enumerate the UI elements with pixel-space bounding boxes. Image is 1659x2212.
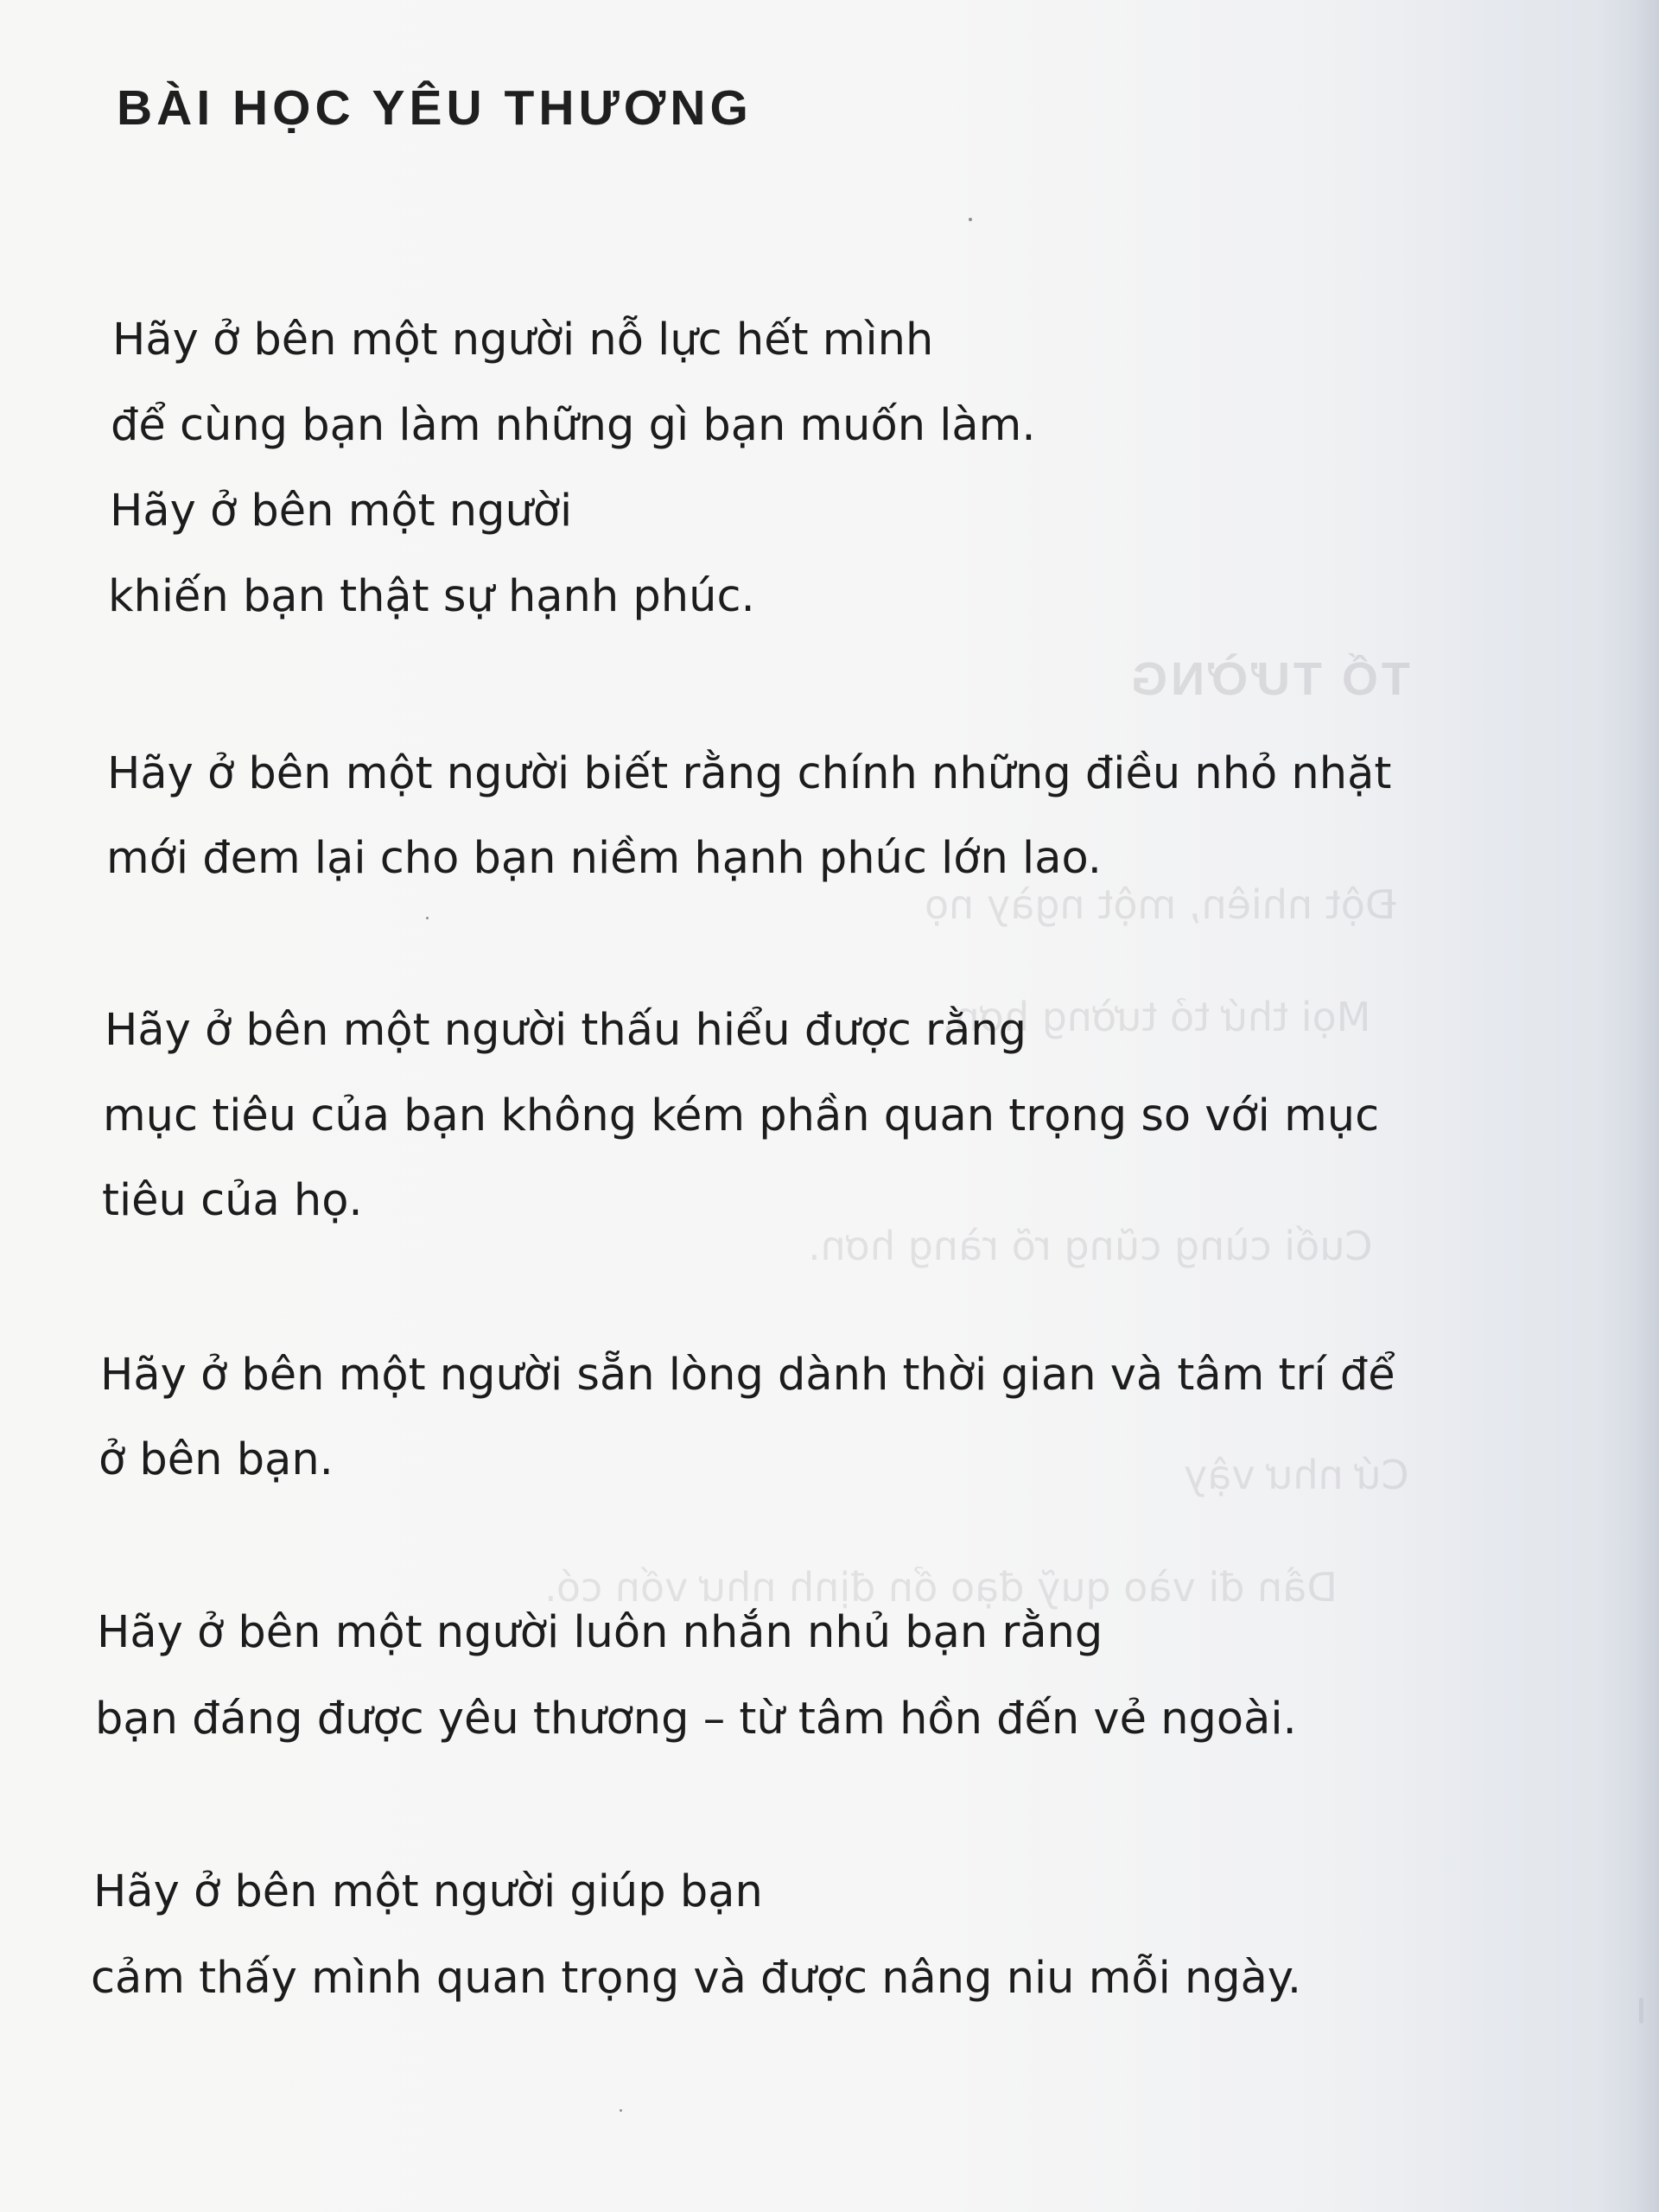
- poem-line: cảm thấy mình quan trọng và được nâng niu mỗi ngày.: [91, 1953, 1302, 2004]
- paper-speck: [969, 218, 972, 221]
- bleed-through-line: Cứ như vậy: [1184, 1452, 1409, 1498]
- poem-line: mục tiêu của bạn không kém phần quan trọng so với mục: [103, 1090, 1380, 1141]
- page-edge-shadow: [1599, 0, 1659, 2212]
- page-title: BÀI HỌC YÊU THƯƠNG: [117, 80, 753, 136]
- bleed-through-line: Cuối cùng cũng rõ ràng hơn.: [808, 1223, 1373, 1269]
- poem-line: để cùng bạn làm những gì bạn muốn làm.: [111, 400, 1036, 451]
- paper-speck: [426, 917, 429, 919]
- bleed-through-line: Dần đi vào quỹ đạo ổn định như vốn có.: [544, 1564, 1338, 1611]
- poem-line: Hãy ở bên một người giúp bạn: [93, 1866, 763, 1917]
- poem-line: mới đem lại cho bạn niềm hạnh phúc lớn lao.: [106, 833, 1102, 884]
- poem-line: tiêu của họ.: [102, 1175, 363, 1226]
- poem-line: ở bên bạn.: [99, 1434, 334, 1485]
- poem-line: Hãy ở bên một người nỗ lực hết mình: [112, 315, 934, 365]
- poem-line: khiến bạn thật sự hạnh phúc.: [108, 571, 755, 622]
- bleed-through-line: Đột nhiên, một ngày nọ: [925, 881, 1396, 928]
- paper-speck: [620, 2109, 622, 2112]
- poem-line: Hãy ở bên một người biết rằng chính những điều nhỏ nhặt: [107, 748, 1392, 799]
- poem-line: Hãy ở bên một người: [110, 486, 573, 537]
- poem-line: Hãy ở bên một người luôn nhắn nhủ bạn rằng: [97, 1607, 1103, 1658]
- bleed-through-line: Mọi thứ tỏ tường hơn.: [942, 994, 1371, 1040]
- poem-line: Hãy ở bên một người sẵn lòng dành thời gian và tâm trí để: [100, 1350, 1395, 1401]
- poem-line: Hãy ở bên một người thấu hiểu được rằng: [105, 1005, 1027, 1056]
- bleed-through-title: TỐ TƯỜNG: [1128, 653, 1410, 705]
- poem-line: bạn đáng được yêu thương – từ tâm hồn đến vẻ ngoài.: [95, 1694, 1297, 1745]
